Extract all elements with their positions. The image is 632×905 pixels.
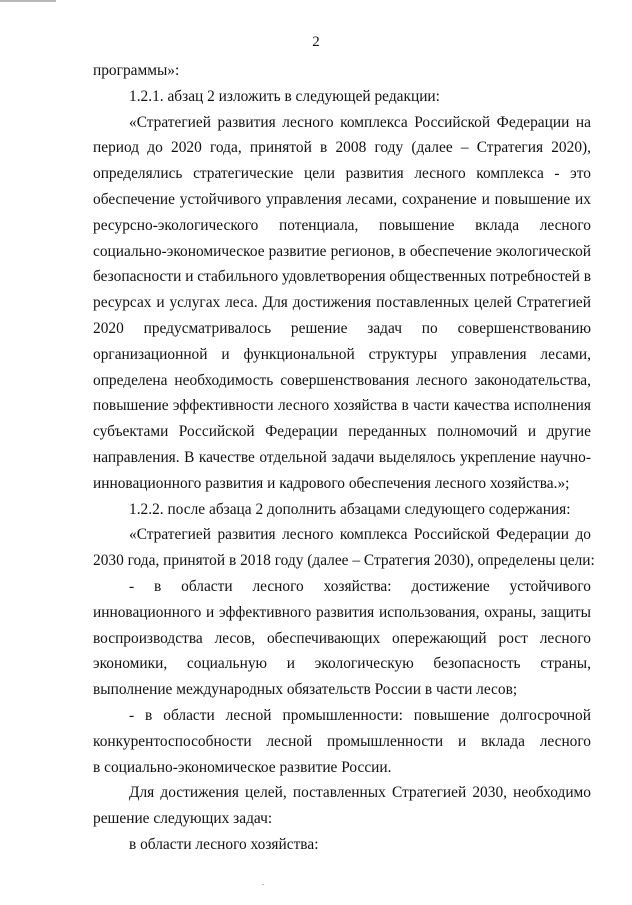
text-line: выполнение международных обязательств России в части лесов; <box>93 681 518 699</box>
text-line: 2020 предусматривалось решение задач по совершенствованию <box>93 319 591 337</box>
text-line: ресурсах и услугах леса. Для достижения поставленных целей Стратегией <box>93 294 591 312</box>
text-line: социально-экономическое развитие регионов, в обеспечение экологической <box>93 242 591 260</box>
text-line: направления. В качестве отдельной задачи выделялось укрепление научно- <box>93 448 591 466</box>
text-line: воспроизводства лесов, обеспечивающих опережающий рост лесного <box>93 629 591 647</box>
text-line: субъектами Российской Федерации переданных полномочий и другие <box>93 423 591 441</box>
text-line: - в области лесного хозяйства: достижение устойчивого <box>129 577 591 595</box>
text-line: организационной и функциональной структуры управления лесами, <box>93 345 591 363</box>
text-line: конкурентоспособности лесной промышленности и вклада лесного <box>93 732 591 750</box>
text-line: «Стратегией развития лесного комплекса Российской Федерации на <box>129 113 591 131</box>
text-line: инновационного развития и кадрового обеспечения лесного хозяйства.»; <box>93 474 570 492</box>
text-line: определена необходимость совершенствования лесного законодательства, <box>93 371 591 389</box>
text-line: программы»: <box>93 62 180 79</box>
text-line: повышение эффективности лесного хозяйства в части качества исполнения <box>93 397 591 415</box>
text-line: в социально-экономическое развитие России. <box>93 758 392 776</box>
text-line: 2030 года, принятой в 2018 году (далее – Стратегия 2030), определены цели: <box>93 552 595 570</box>
text-line: - в области лесной промышленности: повышение долгосрочной <box>129 706 591 724</box>
scan-mark <box>0 0 56 2</box>
text-line: «Стратегией развития лесного комплекса Российской Федерации до <box>129 526 591 544</box>
text-line: в области лесного хозяйства: <box>129 835 319 853</box>
text-line: безопасности и стабильного удовлетворения общественных потребностей в <box>93 268 591 286</box>
text-line: 1.2.1. абзац 2 изложить в следующей редакции: <box>129 87 440 105</box>
text-line: 1.2.2. после абзаца 2 дополнить абзацами следующего содержания: <box>129 500 571 518</box>
scan-mark <box>262 884 264 885</box>
page-number: 2 <box>312 34 320 50</box>
text-line: обеспечение устойчивого управления лесами, сохранение и повышение их <box>93 190 591 208</box>
text-line: определялись стратегические цели развития лесного комплекса - это <box>93 165 591 183</box>
text-line: ресурсно-экологического потенциала, повышение вклада лесного <box>93 216 591 234</box>
text-line: решение следующих задач: <box>93 810 273 828</box>
text-line: период до 2020 года, принятой в 2008 году (далее – Стратегия 2020), <box>93 139 591 157</box>
text-line: инновационного и эффективного развития использования, охраны, защиты <box>93 603 591 621</box>
text-line: Для достижения целей, поставленных Стратегией 2030, необходимо <box>129 784 591 802</box>
text-line: экономики, социальную и экологическую безопасность страны, <box>93 655 591 673</box>
document-body <box>93 58 595 858</box>
